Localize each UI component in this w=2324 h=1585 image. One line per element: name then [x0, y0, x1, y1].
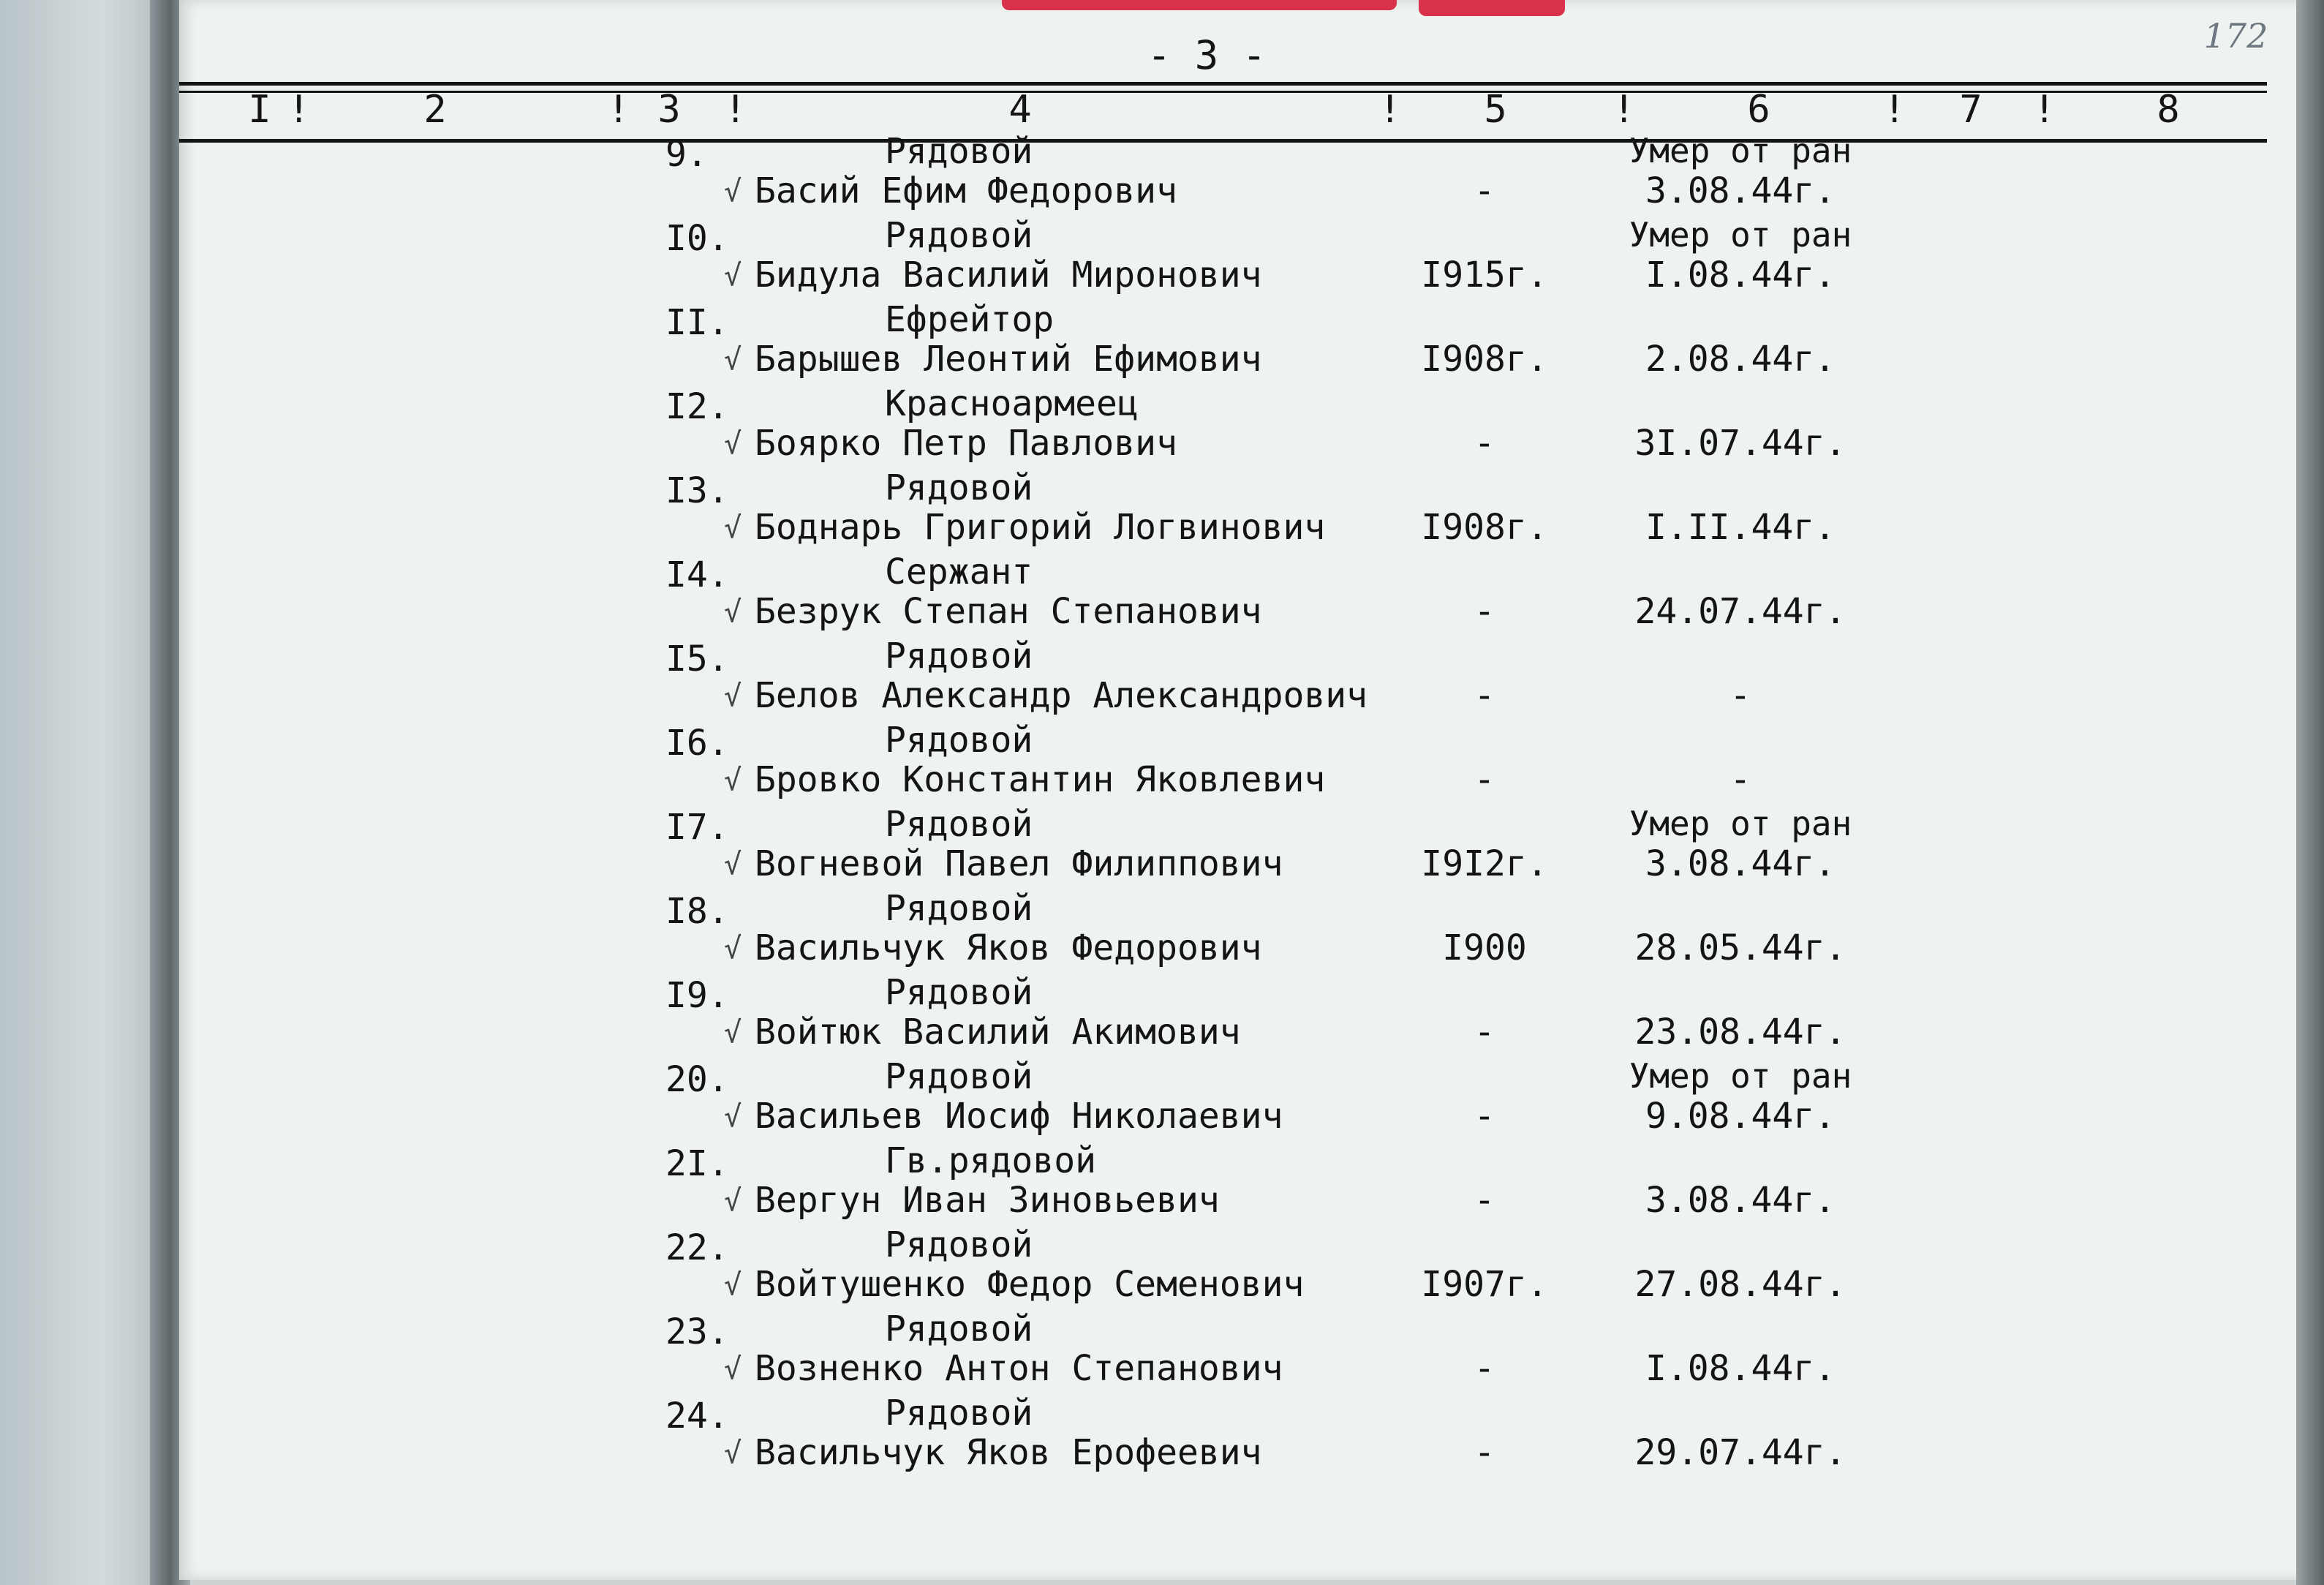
record-name: Барышев Леонтий Ефимович — [755, 339, 1262, 380]
record-note: Умер от ран — [1629, 215, 1852, 255]
record-birth-year: - — [1474, 423, 1495, 464]
record-birth-year: - — [1474, 591, 1495, 632]
record-number: I0. — [665, 218, 729, 259]
table-row — [0, 1140, 2304, 1228]
record-note: Умер от ран — [1629, 131, 1852, 170]
record-birth-year: - — [1474, 1432, 1495, 1473]
record-birth-year: - — [1474, 170, 1495, 211]
record-rank: Рядовой — [885, 804, 1033, 845]
record-date: 24.07.44г. — [1634, 591, 1846, 632]
record-rank: Рядовой — [885, 888, 1033, 929]
record-name: Войтушенко Федор Семенович — [755, 1264, 1305, 1305]
check-mark-icon: √ — [724, 343, 742, 377]
check-mark-icon: √ — [724, 427, 742, 461]
table-row — [0, 972, 2304, 1060]
record-number: I9. — [665, 975, 729, 1016]
record-date: 23.08.44г. — [1634, 1012, 1846, 1053]
table-row — [0, 299, 2304, 387]
record-date: 29.07.44г. — [1634, 1432, 1846, 1473]
record-number: 9. — [665, 134, 708, 175]
record-date: I.08.44г. — [1645, 1348, 1836, 1389]
column-header-2: 2 — [423, 88, 447, 132]
column-separator: ! — [1378, 88, 1402, 132]
column-separator: ! — [2033, 88, 2056, 132]
table-row — [0, 1393, 2304, 1480]
record-rank: Рядовой — [885, 1393, 1033, 1434]
table-row — [0, 636, 2304, 723]
record-rank: Сержант — [885, 551, 1033, 592]
record-note: Умер от ран — [1629, 1056, 1852, 1096]
column-header-1: I — [248, 88, 271, 132]
record-rank: Рядовой — [885, 972, 1033, 1013]
record-birth-year: I915г. — [1421, 255, 1548, 295]
record-rank: Красноармеец — [885, 383, 1139, 424]
table-row — [0, 804, 2304, 892]
record-name: Белов Александр Александрович — [755, 675, 1368, 716]
record-number: I7. — [665, 807, 729, 848]
record-birth-year: I908г. — [1421, 339, 1548, 380]
table-row — [0, 467, 2304, 555]
column-header-7: 7 — [1959, 88, 1982, 132]
record-rank: Рядовой — [885, 131, 1033, 172]
record-number: I3. — [665, 470, 729, 511]
record-name: Вогневой Павел Филиппович — [755, 843, 1283, 884]
column-separator: ! — [1612, 88, 1636, 132]
record-name: Вергун Иван Зиновьевич — [755, 1180, 1220, 1221]
record-rank: Рядовой — [885, 720, 1033, 761]
table-row — [0, 720, 2304, 807]
record-rank: Рядовой — [885, 215, 1033, 256]
column-separator: ! — [607, 88, 630, 132]
record-date: 3.08.44г. — [1645, 1180, 1836, 1221]
record-birth-year: - — [1474, 759, 1495, 800]
record-rank: Гв.рядовой — [885, 1140, 1096, 1181]
record-date: 9.08.44г. — [1645, 1096, 1836, 1137]
record-date: 28.05.44г. — [1634, 927, 1846, 968]
record-rank: Рядовой — [885, 467, 1033, 508]
record-date: 3.08.44г. — [1645, 170, 1836, 211]
column-separator: ! — [1883, 88, 1906, 132]
table-row — [0, 551, 2304, 639]
record-note: Умер от ран — [1629, 804, 1852, 843]
check-mark-icon: √ — [724, 175, 742, 208]
check-mark-icon: √ — [724, 932, 742, 965]
record-rank: Рядовой — [885, 1224, 1033, 1265]
check-mark-icon: √ — [724, 1184, 742, 1218]
record-birth-year: - — [1474, 1348, 1495, 1389]
record-birth-year: I900 — [1442, 927, 1527, 968]
column-separator: ! — [724, 88, 747, 132]
record-date: I.II.44г. — [1645, 507, 1836, 548]
record-name: Бровко Константин Яковлевич — [755, 759, 1326, 800]
record-name: Васильчук Яков Ерофеевич — [755, 1432, 1262, 1473]
check-mark-icon: √ — [724, 511, 742, 545]
column-header-3: 3 — [657, 88, 681, 132]
record-number: II. — [665, 302, 729, 343]
record-number: 24. — [665, 1396, 729, 1437]
record-birth-year: I907г. — [1421, 1264, 1548, 1305]
record-name: Войтюк Василий Акимович — [755, 1012, 1241, 1053]
column-header-6: 6 — [1747, 88, 1770, 132]
table-row — [0, 131, 2304, 219]
record-birth-year: I9I2г. — [1421, 843, 1548, 884]
record-date: I.08.44г. — [1645, 255, 1836, 295]
check-mark-icon: √ — [724, 848, 742, 881]
record-number: I6. — [665, 723, 729, 764]
check-mark-icon: √ — [724, 259, 742, 293]
record-birth-year: - — [1474, 1180, 1495, 1221]
record-number: I4. — [665, 554, 729, 595]
table-row — [0, 383, 2304, 471]
record-date: - — [1729, 759, 1751, 800]
record-rank: Рядовой — [885, 1056, 1033, 1097]
record-date: 27.08.44г. — [1634, 1264, 1846, 1305]
archive-sheet-number: 172 — [2203, 16, 2268, 56]
record-name: Возненко Антон Степанович — [755, 1348, 1283, 1389]
table-row — [0, 1309, 2304, 1396]
record-number: I2. — [665, 386, 729, 427]
record-rank: Рядовой — [885, 636, 1033, 677]
record-number: 20. — [665, 1059, 729, 1100]
check-mark-icon: √ — [724, 1352, 742, 1386]
record-rank: Ефрейтор — [885, 299, 1055, 340]
column-header-5: 5 — [1484, 88, 1507, 132]
record-number: 22. — [665, 1227, 729, 1268]
record-birth-year: - — [1474, 1012, 1495, 1053]
column-separator: ! — [287, 88, 311, 132]
table-row — [0, 888, 2304, 976]
record-number: I5. — [665, 639, 729, 679]
check-mark-icon: √ — [724, 1016, 742, 1050]
record-name: Бидула Василий Миронович — [755, 255, 1262, 295]
record-number: 23. — [665, 1311, 729, 1352]
record-date: - — [1729, 675, 1751, 716]
table-row — [0, 1056, 2304, 1144]
check-mark-icon: √ — [724, 679, 742, 713]
record-number: I8. — [665, 891, 729, 932]
check-mark-icon: √ — [724, 1268, 742, 1302]
record-name: Васильчук Яков Федорович — [755, 927, 1262, 968]
check-mark-icon: √ — [724, 595, 742, 629]
page-number: - 3 - — [1147, 32, 1267, 78]
check-mark-icon: √ — [724, 1100, 742, 1134]
check-mark-icon: √ — [724, 764, 742, 797]
record-date: 2.08.44г. — [1645, 339, 1836, 380]
column-header-8: 8 — [2157, 88, 2180, 132]
record-name: Васильев Иосиф Николаевич — [755, 1096, 1283, 1137]
record-birth-year: - — [1474, 675, 1495, 716]
record-name: Басий Ефим Федорович — [755, 170, 1177, 211]
table-row — [0, 215, 2304, 303]
record-date: 3I.07.44г. — [1634, 423, 1846, 464]
check-mark-icon: √ — [724, 1437, 742, 1470]
record-birth-year: I908г. — [1421, 507, 1548, 548]
record-birth-year: - — [1474, 1096, 1495, 1137]
record-date: 3.08.44г. — [1645, 843, 1836, 884]
column-header-4: 4 — [1008, 88, 1032, 132]
table-row — [0, 1224, 2304, 1312]
record-name: Боднарь Григорий Логвинович — [755, 507, 1326, 548]
record-name: Боярко Петр Павлович — [755, 423, 1177, 464]
record-number: 2I. — [665, 1143, 729, 1184]
record-rank: Рядовой — [885, 1309, 1033, 1349]
record-name: Безрук Степан Степанович — [755, 591, 1262, 632]
